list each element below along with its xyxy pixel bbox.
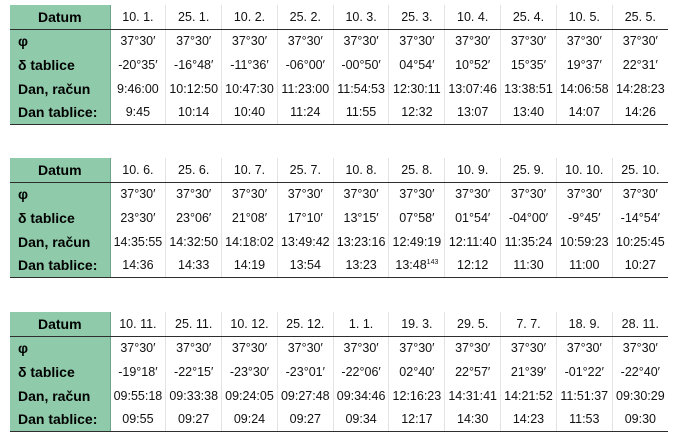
table-cell: 37°30′ [389, 29, 445, 53]
table-cell: 37°30′ [622, 187, 658, 202]
table-cell: 7. 7. [501, 312, 557, 336]
table-cell: 11:00 [556, 253, 612, 277]
table-cell: 10. 12. [222, 312, 278, 336]
table-cell: 01°54′ [445, 206, 501, 230]
data-table-2 [10, 158, 668, 278]
table-cell: 25. 5. [612, 5, 668, 29]
row-label: Dan tablice: [10, 100, 110, 124]
table-cell: 15°35′ [501, 53, 557, 77]
table-cell: 10. 3. [333, 5, 389, 29]
table-cell: -11°36′ [222, 53, 278, 77]
row-label: Dan, račun [10, 230, 110, 254]
table-cell: 25. 12. [277, 312, 333, 336]
table-cell: 37°30′ [622, 34, 658, 49]
table-cell: -22°06′ [333, 360, 389, 384]
table-cell: 37°30′ [110, 29, 166, 53]
table-cell: 13:07:46 [445, 77, 501, 101]
table-cell: 14:36 [110, 253, 166, 277]
table-cell: 1. 1. [333, 312, 389, 336]
row-label: φ [10, 336, 110, 360]
row-label: φ [10, 29, 110, 53]
table-cell: 21°08′ [222, 206, 278, 230]
table-cell: 09:55:18 [110, 384, 166, 408]
table-cell: 14:07 [556, 100, 612, 124]
table-cell: 37°30′ [501, 336, 557, 360]
table-cell: 09:24:05 [222, 384, 278, 408]
table-cell: 12:17 [389, 407, 445, 431]
table-cell: $13:48^{143}$ [389, 253, 445, 277]
table-cell: 11:51:37 [556, 384, 612, 408]
table-cell: 19. 3. [389, 312, 445, 336]
table-cell: 37°30′ [556, 336, 612, 360]
table-cell: 37°30′ [166, 336, 222, 360]
table-cell: 37°30′ [222, 29, 278, 53]
table-cell: 19°37′ [556, 53, 612, 77]
table-cell: 14:06:58 [556, 77, 612, 101]
table-cell: 37°30′ [501, 182, 557, 206]
table-cell: 13:23 [333, 253, 389, 277]
table-cell: 13:40 [501, 100, 557, 124]
table-cell: 10. 9. [445, 158, 501, 182]
table-cell: 29. 5. [445, 312, 501, 336]
table-cell: 10:14 [166, 100, 222, 124]
table-cell: 37°30′ [445, 29, 501, 53]
row-label: Dan, račun [10, 77, 110, 101]
table-cell: 11:55 [333, 100, 389, 124]
table-cell: 9:46:00 [110, 77, 166, 101]
table-cell: 12:30:11 [389, 77, 445, 101]
table-cell: 11:24 [277, 100, 333, 124]
computed-day-row [10, 230, 668, 254]
table-cell: 37°30′ [556, 29, 612, 53]
table-cell: -01°22′ [556, 360, 612, 384]
table-cell: 14:35:55 [110, 230, 166, 254]
datum-row [10, 5, 668, 29]
table-cell: 10°52′ [445, 53, 501, 77]
computed-day-row [10, 77, 668, 101]
table-cell: 25. 2. [277, 5, 333, 29]
row-label: δ tablice [10, 53, 110, 77]
table-cell: -22°15′ [166, 360, 222, 384]
table-cell: 37°30′ [166, 182, 222, 206]
table-cell: 37°30′ [277, 29, 333, 53]
table-cell: 14:18:02 [222, 230, 278, 254]
table-cell: 25. 7. [277, 158, 333, 182]
table-cell: 10. 1. [110, 5, 166, 29]
table-cell: -19°18′ [110, 360, 166, 384]
table-day-row [10, 407, 668, 431]
table-cell: -20°35′ [110, 53, 166, 77]
table-cell: 13:23:16 [333, 230, 389, 254]
table-cell: 14:19 [222, 253, 278, 277]
table-cell: 25. 8. [389, 158, 445, 182]
table-cell: 14:21:52 [501, 384, 557, 408]
row-label: Dan, račun [10, 384, 110, 408]
table-cell: 11:53 [556, 407, 612, 431]
table-cell: 25. 10. [612, 158, 668, 182]
table-day-row [10, 253, 668, 277]
table-cell: -04°00′ [501, 206, 557, 230]
table-cell: 12:11:40 [445, 230, 501, 254]
declination-row [10, 206, 668, 230]
table-cell: 14:28:23 [616, 81, 665, 96]
table-cell: 37°30′ [445, 182, 501, 206]
data-table-1 [10, 5, 668, 125]
table-cell: 10:12:50 [166, 77, 222, 101]
table-cell: 37°30′ [501, 29, 557, 53]
table-cell: -06°00′ [277, 53, 333, 77]
table-cell: 37°30′ [622, 341, 658, 356]
table-cell: 37°30′ [166, 29, 222, 53]
table-cell: 23°30′ [110, 206, 166, 230]
table-cell: 37°30′ [222, 182, 278, 206]
table-cell: 25. 6. [166, 158, 222, 182]
row-label: δ tablice [10, 206, 110, 230]
table-cell: -16°48′ [166, 53, 222, 77]
table-cell: 13:07 [445, 100, 501, 124]
table-cell: 09:30:29 [616, 388, 665, 403]
table-cell: 37°30′ [389, 182, 445, 206]
row-label: φ [10, 182, 110, 206]
table-cell: 12:12 [445, 253, 501, 277]
table-cell: 37°30′ [333, 336, 389, 360]
table-cell: 10:40 [222, 100, 278, 124]
table-day-row [10, 100, 668, 124]
table-cell: 09:34:46 [333, 384, 389, 408]
row-label: Dan tablice: [10, 253, 110, 277]
table-cell: 37°30′ [389, 336, 445, 360]
datum-row [10, 312, 668, 336]
table-cell: 09:33:38 [166, 384, 222, 408]
table-cell: 11:30 [501, 253, 557, 277]
table-cell: 17°10′ [277, 206, 333, 230]
table-cell: 22°31′ [622, 57, 658, 72]
table-cell: 25. 4. [501, 5, 557, 29]
table-cell: 37°30′ [556, 182, 612, 206]
table-cell: 09:30 [612, 407, 668, 431]
table-cell: 25. 11. [166, 312, 222, 336]
table-cell: 12:32 [389, 100, 445, 124]
table-cell: 10. 11. [110, 312, 166, 336]
table-cell: 13°15′ [333, 206, 389, 230]
declination-row [10, 360, 668, 384]
table-cell: 10. 6. [110, 158, 166, 182]
table-cell: 14:30 [445, 407, 501, 431]
table-cell: 14:33 [166, 253, 222, 277]
table-cell: 37°30′ [445, 336, 501, 360]
table-cell: 10. 7. [222, 158, 278, 182]
table-cell: 09:27 [277, 407, 333, 431]
table-cell: 11:54:53 [333, 77, 389, 101]
latitude-row [10, 182, 668, 206]
table-cell: 14:32:50 [166, 230, 222, 254]
table-cell: -14°54′ [620, 210, 660, 225]
table-cell: 10:47:30 [222, 77, 278, 101]
table-cell: 10. 10. [556, 158, 612, 182]
table-cell: 37°30′ [333, 182, 389, 206]
table-cell: 14:26 [612, 100, 668, 124]
table-cell: -23°30′ [222, 360, 278, 384]
table-cell: 28. 11. [612, 312, 668, 336]
table-cell: 37°30′ [277, 336, 333, 360]
table-cell: 13:38:51 [501, 77, 557, 101]
table-cell: 13:54 [277, 253, 333, 277]
table-cell: 10. 8. [333, 158, 389, 182]
table-cell: 09:24 [222, 407, 278, 431]
table-cell: -00°50′ [333, 53, 389, 77]
table-cell: 10:27 [612, 253, 668, 277]
row-label: Datum [10, 5, 110, 29]
table-cell: 13:49:42 [277, 230, 333, 254]
table-cell: 14:31:41 [445, 384, 501, 408]
table-cell: 11:23:00 [277, 77, 333, 101]
table-cell: 37°30′ [222, 336, 278, 360]
table-cell: 02°40′ [389, 360, 445, 384]
row-label: Datum [10, 312, 110, 336]
latitude-row [10, 29, 668, 53]
table-cell: 09:27:48 [277, 384, 333, 408]
table-cell: 10. 4. [445, 5, 501, 29]
table-cell: 18. 9. [556, 312, 612, 336]
table-cell: 11:35:24 [501, 230, 557, 254]
table-cell: 10. 5. [556, 5, 612, 29]
table-cell: 14:23 [501, 407, 557, 431]
row-label: Datum [10, 158, 110, 182]
table-cell: 37°30′ [110, 182, 166, 206]
table-cell: 37°30′ [110, 336, 166, 360]
table-cell: 12:16:23 [389, 384, 445, 408]
table-cell: 37°30′ [333, 29, 389, 53]
datum-row [10, 158, 668, 182]
footnote-marker: 143 [426, 259, 439, 267]
table-cell: -22°40′ [620, 364, 660, 379]
table-cell: 12:49:19 [389, 230, 445, 254]
table-cell: 9:45 [110, 100, 166, 124]
table-cell: 07°58′ [389, 206, 445, 230]
row-label: Dan tablice: [10, 407, 110, 431]
table-cell: 25. 9. [501, 158, 557, 182]
table-cell: 23°06′ [166, 206, 222, 230]
table-cell: 37°30′ [277, 182, 333, 206]
declination-row [10, 53, 668, 77]
table-cell: -23°01′ [277, 360, 333, 384]
row-label: δ tablice [10, 360, 110, 384]
table-cell: 09:34 [333, 407, 389, 431]
table-cell: 10:25:45 [616, 234, 665, 249]
table-cell: 09:55 [110, 407, 166, 431]
table-cell: 22°57′ [445, 360, 501, 384]
table-cell: 04°54′ [389, 53, 445, 77]
data-table-3 [10, 312, 668, 432]
table-cell: -9°45′ [556, 206, 612, 230]
table-cell: 21°39′ [501, 360, 557, 384]
table-cell: 10:59:23 [556, 230, 612, 254]
table-cell: 10. 2. [222, 5, 278, 29]
table-cell: 25. 3. [389, 5, 445, 29]
table-cell: 25. 1. [166, 5, 222, 29]
latitude-row [10, 336, 668, 360]
computed-day-row [10, 384, 668, 408]
table-cell: 09:27 [166, 407, 222, 431]
